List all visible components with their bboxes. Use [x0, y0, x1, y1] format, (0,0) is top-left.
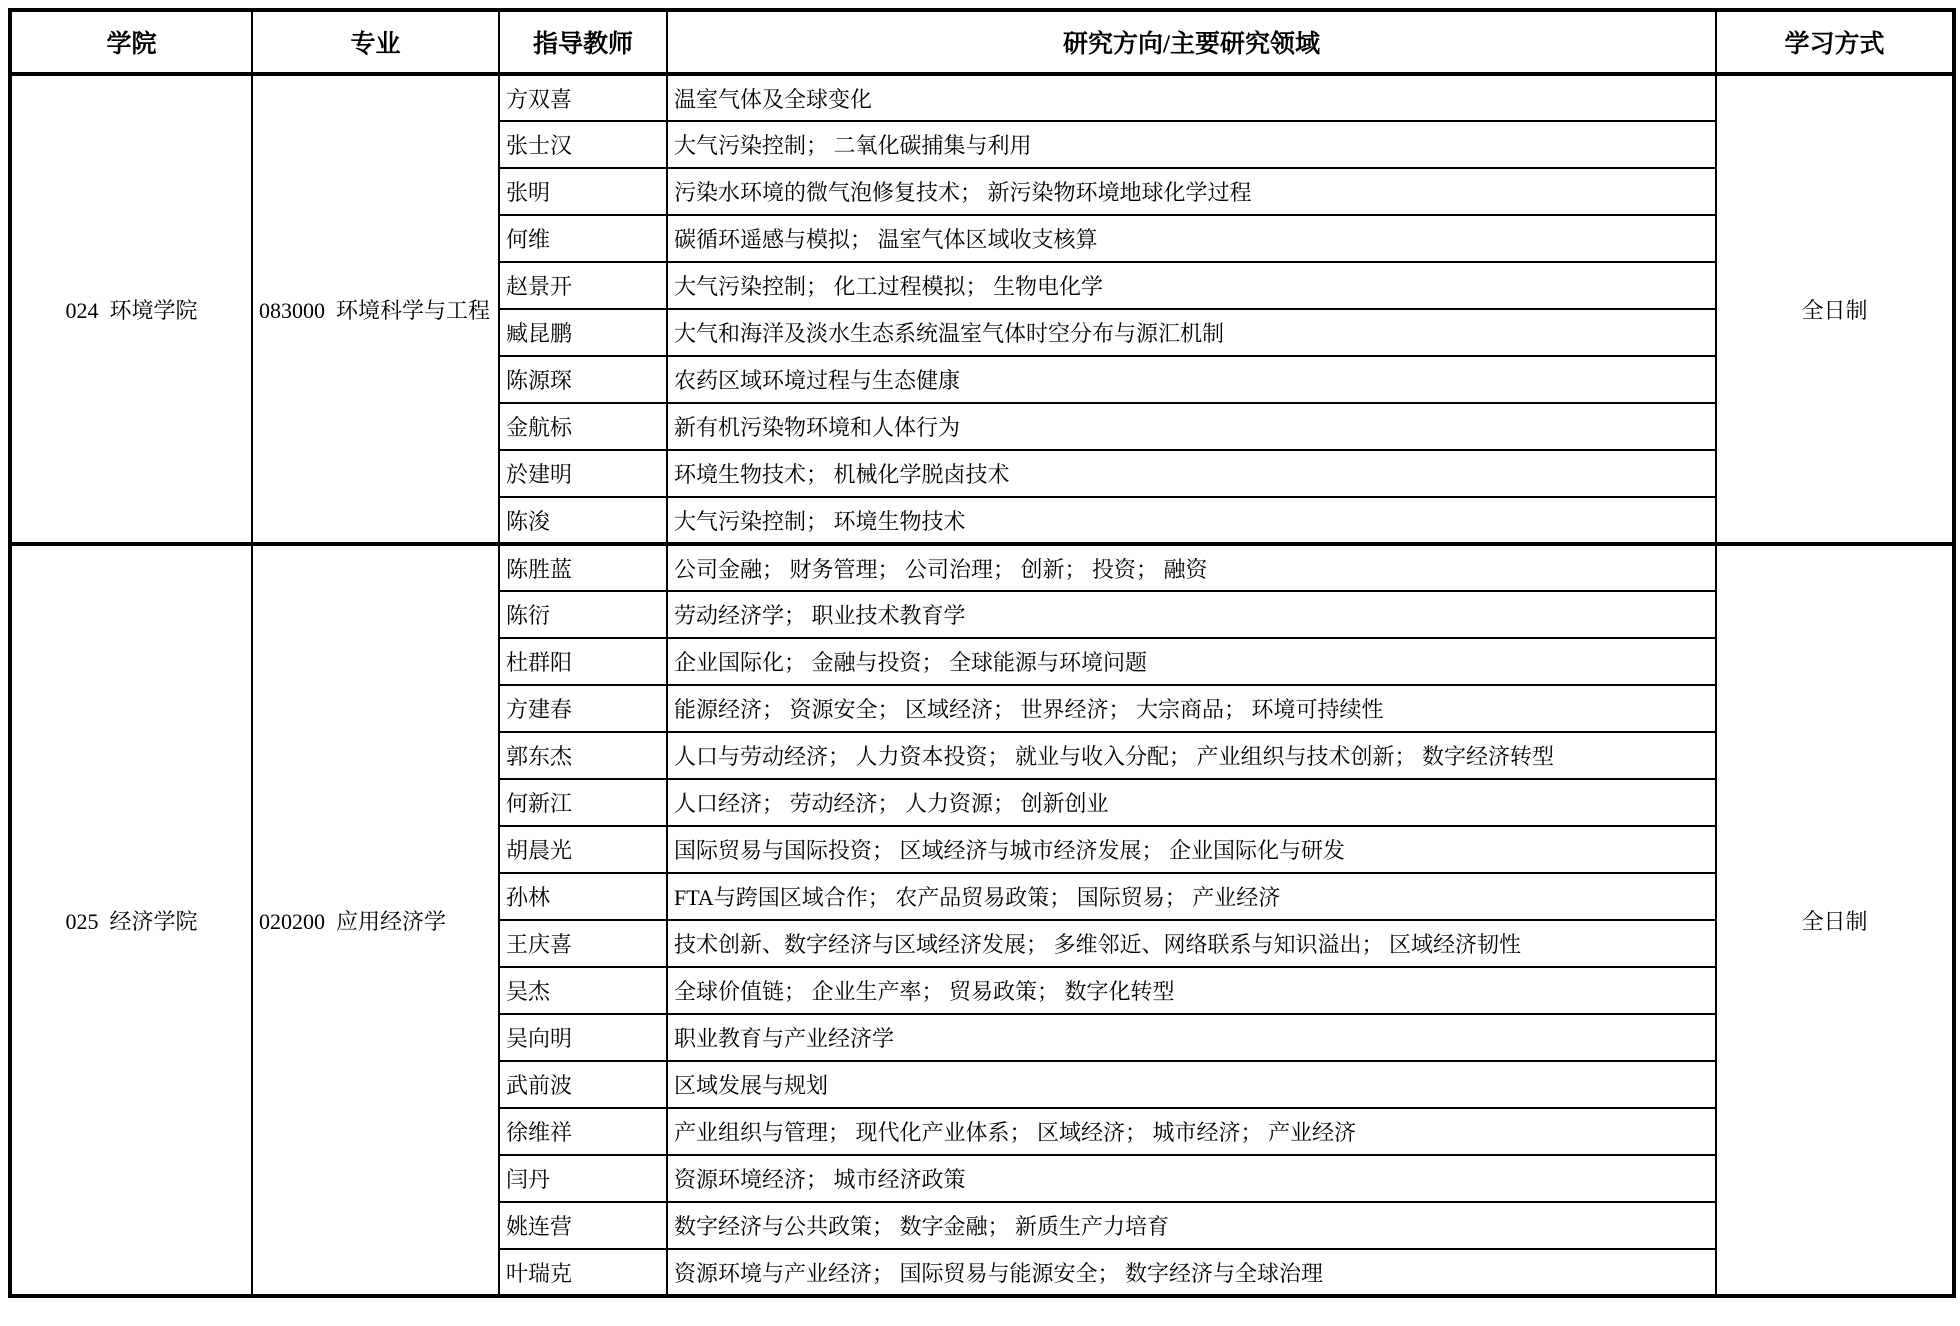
advisor-name-cell: 张明 [499, 168, 667, 215]
advisor-name-cell: 於建明 [499, 450, 667, 497]
research-cell: 资源环境与产业经济； 国际贸易与能源安全； 数字经济与全球治理 [667, 1249, 1716, 1296]
advisor-name-cell: 胡晨光 [499, 826, 667, 873]
advisor-name-cell: 张士汉 [499, 121, 667, 168]
research-cell: 能源经济； 资源安全； 区域经济； 世界经济； 大宗商品； 环境可持续性 [667, 685, 1716, 732]
advisor-name-cell: 武前波 [499, 1061, 667, 1108]
advisor-name-cell: 方建春 [499, 685, 667, 732]
advisor-name-cell: 叶瑞克 [499, 1249, 667, 1296]
advisor-name-cell: 吴杰 [499, 967, 667, 1014]
advisor-name-cell: 何维 [499, 215, 667, 262]
research-cell: 人口经济； 劳动经济； 人力资源； 创新创业 [667, 779, 1716, 826]
header-row [10, 10, 1954, 74]
research-cell: 新有机污染物环境和人体行为 [667, 403, 1716, 450]
research-cell: 产业组织与管理； 现代化产业体系； 区域经济； 城市经济； 产业经济 [667, 1108, 1716, 1155]
header-study-mode: 学习方式 [1716, 10, 1954, 74]
research-cell: 公司金融； 财务管理； 公司治理； 创新； 投资； 融资 [667, 544, 1716, 591]
header-advisor: 指导教师 [499, 10, 667, 74]
advisor-name-cell: 金航标 [499, 403, 667, 450]
advisor-name-cell: 陈浚 [499, 497, 667, 544]
advisor-table [8, 8, 1956, 1298]
research-cell: 资源环境经济； 城市经济政策 [667, 1155, 1716, 1202]
research-cell: 农药区域环境过程与生态健康 [667, 356, 1716, 403]
major-cell: 083000 环境科学与工程 [252, 74, 499, 544]
research-cell: 大气和海洋及淡水生态系统温室气体时空分布与源汇机制 [667, 309, 1716, 356]
advisor-name-cell: 吴向明 [499, 1014, 667, 1061]
advisor-name-cell: 徐维祥 [499, 1108, 667, 1155]
header-research: 研究方向/主要研究领域 [667, 10, 1716, 74]
header-college: 学院 [10, 10, 252, 74]
research-cell: 区域发展与规划 [667, 1061, 1716, 1108]
research-cell: 碳循环遥感与模拟； 温室气体区域收支核算 [667, 215, 1716, 262]
research-cell: 职业教育与产业经济学 [667, 1014, 1716, 1061]
research-cell: 全球价值链； 企业生产率； 贸易政策； 数字化转型 [667, 967, 1716, 1014]
advisor-name-cell: 姚连营 [499, 1202, 667, 1249]
advisor-name-cell: 陈衍 [499, 591, 667, 638]
table-header [10, 10, 1954, 74]
advisor-name-cell: 方双喜 [499, 74, 667, 121]
advisor-name-cell: 郭东杰 [499, 732, 667, 779]
research-cell: 劳动经济学； 职业技术教育学 [667, 591, 1716, 638]
header-major: 专业 [252, 10, 499, 74]
research-cell: 大气污染控制； 环境生物技术 [667, 497, 1716, 544]
research-cell: 数字经济与公共政策； 数字金融； 新质生产力培育 [667, 1202, 1716, 1249]
research-cell: 环境生物技术； 机械化学脱卤技术 [667, 450, 1716, 497]
major-cell: 020200 应用经济学 [252, 544, 499, 1296]
table-body [10, 74, 1954, 1296]
advisor-row [10, 544, 1954, 591]
research-cell: 污染水环境的微气泡修复技术； 新污染物环境地球化学过程 [667, 168, 1716, 215]
advisor-row [10, 74, 1954, 121]
advisor-name-cell: 杜群阳 [499, 638, 667, 685]
advisor-name-cell: 陈胜蓝 [499, 544, 667, 591]
study-mode-cell: 全日制 [1716, 74, 1954, 544]
advisor-name-cell: 孙林 [499, 873, 667, 920]
research-cell: 企业国际化； 金融与投资； 全球能源与环境问题 [667, 638, 1716, 685]
college-cell: 024 环境学院 [10, 74, 252, 544]
research-cell: 人口与劳动经济； 人力资本投资； 就业与收入分配； 产业组织与技术创新； 数字经济转型 [667, 732, 1716, 779]
advisor-name-cell: 臧昆鹏 [499, 309, 667, 356]
research-cell: 大气污染控制； 二氧化碳捕集与利用 [667, 121, 1716, 168]
advisor-name-cell: 何新江 [499, 779, 667, 826]
research-cell: 大气污染控制； 化工过程模拟； 生物电化学 [667, 262, 1716, 309]
study-mode-cell: 全日制 [1716, 544, 1954, 1296]
research-cell: 温室气体及全球变化 [667, 74, 1716, 121]
advisor-name-cell: 闫丹 [499, 1155, 667, 1202]
advisor-name-cell: 陈源琛 [499, 356, 667, 403]
research-cell: FTA与跨国区域合作； 农产品贸易政策； 国际贸易； 产业经济 [667, 873, 1716, 920]
research-cell: 技术创新、数字经济与区域经济发展； 多维邻近、网络联系与知识溢出； 区域经济韧性 [667, 920, 1716, 967]
research-cell: 国际贸易与国际投资； 区域经济与城市经济发展； 企业国际化与研发 [667, 826, 1716, 873]
advisor-name-cell: 赵景开 [499, 262, 667, 309]
college-cell: 025 经济学院 [10, 544, 252, 1296]
advisor-name-cell: 王庆喜 [499, 920, 667, 967]
